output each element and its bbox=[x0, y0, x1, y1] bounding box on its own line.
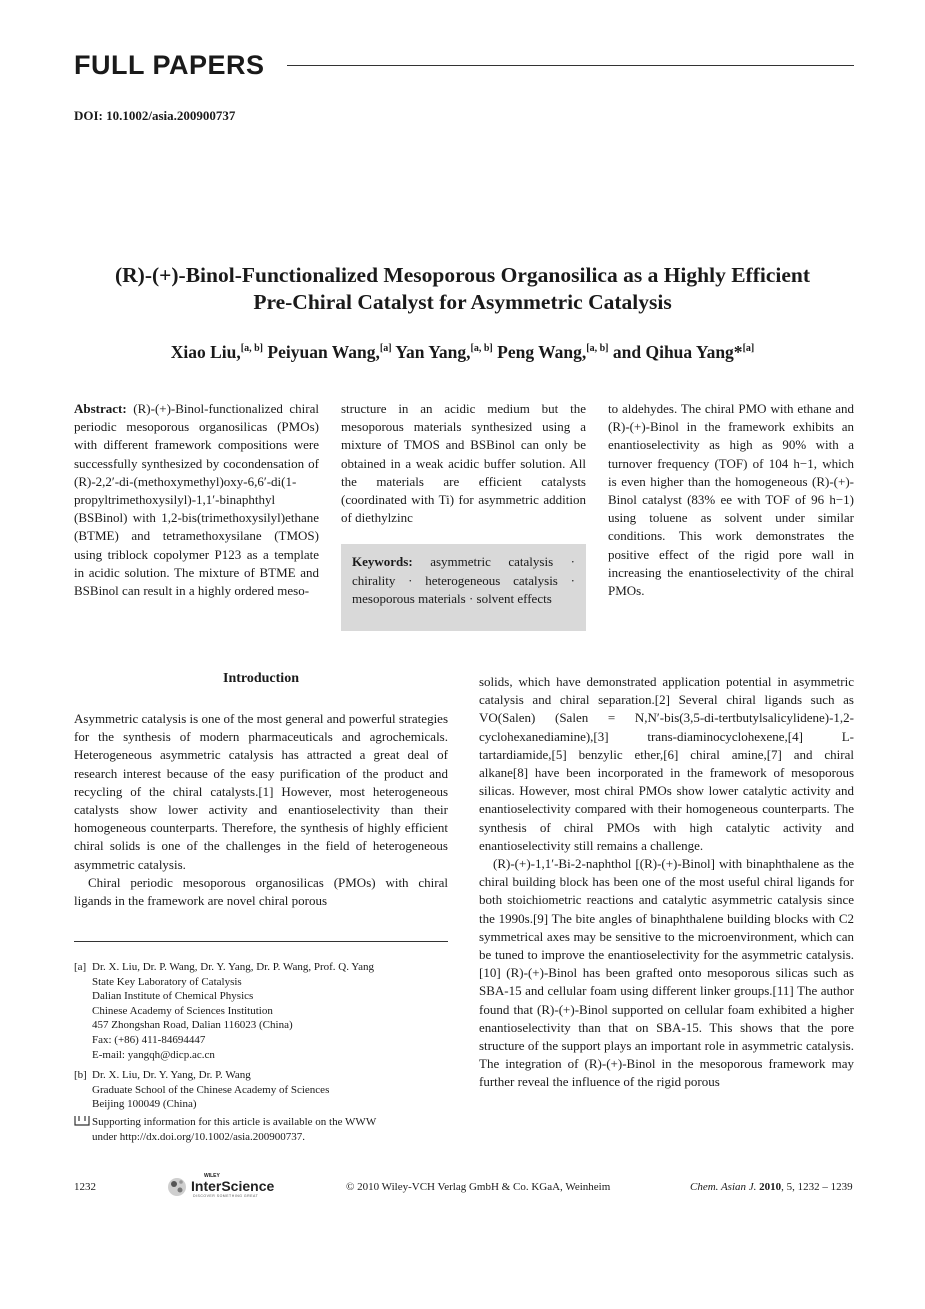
footnote-line: Beijing 100049 (China) bbox=[92, 1098, 197, 1111]
abstract-text: to aldehydes. The chiral PMO with ethane and (R)-(+)-Binol in the framework exhibits an enantioselectivity as high as 90% with a turnover frequency (TOF) of 104 h−1, which is even higher than the homogeneous (R)-(+)-Binol catalyst (83% ee with TOF of 96 h−1) using toluene as solvent under similar conditions. This work demonstrates the positive effect of the rigid pore wall in increasing the enantioselectivity of the chiral PMOs. bbox=[608, 401, 854, 599]
body-paragraph: solids, which have demonstrated application potential in asymmetric catalysis and chiral separation.[2] Several chiral ligands such as VO(Salen) (Salen = N,N′-bis(3,5-di-tertbutylsalicylidene)-1,2-cyclohexanediamine),[3] trans-diaminocyclohexene,[4] L-tartardiamide,[5] benzylic ether,[6] chiral amine,[7] and chiral alkane[8] have been incorporated in the framework of mesoporous silicas. However, most chiral PMOs show lower catalytic activity and enantioselectivity compared with their homogeneous counterparts. The synthesis of chiral PMOs with high catalytic activity and enantioselectivity still remains a challenge. bbox=[479, 674, 854, 853]
journal-year: 2010 bbox=[759, 1181, 782, 1193]
footnote-line: 457 Zhongshan Road, Dalian 116023 (China) bbox=[92, 1019, 293, 1032]
footnote-line: Fax: (+86) 411-84694447 bbox=[92, 1033, 206, 1046]
title-line-1: (R)-(+)-Binol-Functionalized Mesoporous Organosilica as a Highly Efficient bbox=[114, 263, 811, 287]
keywords-box bbox=[341, 544, 586, 631]
footnote-line: Dr. X. Liu, Dr. P. Wang, Dr. Y. Yang, Dr. P. Wang, Prof. Q. Yang bbox=[92, 961, 375, 973]
doi: DOI: 10.1002/asia.200900737 bbox=[74, 108, 236, 123]
copyright: © 2010 Wiley-VCH Verlag GmbH & Co. KGaA, Weinheim bbox=[346, 1181, 611, 1193]
footnote-supporting-info bbox=[74, 1115, 448, 1144]
keywords-label: Keywords: bbox=[352, 554, 413, 569]
footnote-line: Supporting information for this article is available on the WWW bbox=[92, 1116, 377, 1128]
abstract-text: structure in an acidic medium but the mesoporous materials synthesized using a mixture of TMOS and BSBinol can only be obtained in a weak acidic buffer solution. All the materials are efficient catalysts (coordinated with Ti) for asymmetric addition of diethylzinc bbox=[341, 401, 586, 526]
footnote-affiliation-b bbox=[74, 1068, 448, 1112]
author-affiliation: [a, b] bbox=[240, 343, 264, 355]
footnote-email[interactable]: E-mail: yangqh@dicp.ac.cn bbox=[92, 1048, 215, 1061]
body-column-right bbox=[479, 673, 854, 1092]
title-line-2: Pre-Chiral Catalyst for Asymmetric Catalysis bbox=[253, 290, 672, 314]
abstract-column-2 bbox=[341, 400, 586, 527]
logo-interscience: InterScience bbox=[191, 1178, 275, 1194]
journal-citation bbox=[690, 1181, 853, 1193]
footnote-rule bbox=[74, 941, 448, 942]
logo-tagline: DISCOVER SOMETHING GREAT bbox=[193, 1194, 259, 1198]
footnote-line: State Key Laboratory of Catalysis bbox=[92, 975, 242, 988]
header-rule bbox=[287, 65, 854, 66]
author-affiliation: [a] bbox=[379, 343, 392, 355]
abstract-label: Abstract: bbox=[74, 401, 127, 416]
abstract-column-3 bbox=[608, 400, 854, 600]
footnote-line: Graduate School of the Chinese Academy of Sciences bbox=[92, 1083, 330, 1096]
author-name: Peng Wang, bbox=[497, 342, 587, 362]
body-paragraph: (R)-(+)-1,1′-Bi-2-naphthol [(R)-(+)-Binol] with binaphthalene as the chiral building block has been one of the most useful chiral ligands for both stoichiometric reactions and catalytic asymmetric catalysis since the 1990s.[9] The bite angles of binaphthalene building blocks with C2 symmetrical axes may be sensitive to the microenvironment, which can be tuned to improve the enantioselectivity for the asymmetric catalysis.[10] (R)-(+)-Binol has been grafted onto mesoporous silicas such as SBA-15 and cellular foam using different linker groups.[11] The author found that (R)-(+)-Binol supported on cellular foam exhibited a higher enantioselectivity than that on SBA-15. This shows that the pore structure of the support plays an important role in asymmetric catalysis. The integration of (R)-(+)-Binol in the mesoporous framework may further reveal the influence of the rigid porous bbox=[479, 856, 854, 1090]
footnote-tag: [b] bbox=[74, 1069, 87, 1081]
author-name: Peiyuan Wang, bbox=[267, 342, 380, 362]
author-name: Xiao Liu, bbox=[170, 342, 241, 362]
section-header: FULL PAPERS bbox=[74, 50, 265, 80]
footnote-link[interactable]: under http://dx.doi.org/10.1002/asia.200900737. bbox=[92, 1130, 306, 1143]
author-name: Yan Yang, bbox=[395, 342, 471, 362]
supporting-info-icon bbox=[74, 1115, 90, 1132]
footnote-line: Chinese Academy of Sciences Institution bbox=[92, 1004, 273, 1017]
abstract-text: (R)-(+)-Binol-functionalized chiral periodic mesoporous organosilicas (PMOs) with different framework compositions were successfully synthesized by cocondensation of (R)-2,2′-di-(methoxymethyl)oxy-6,6′-di(1-propyltrimethoxysilyl)-1,1′-binaphthyl (BSBinol) with 1,2-bis(trimethoxysilyl)ethane (BTME) and tetramethoxysilane (TMOS) using triblock copolymer P123 as a template in acidic solution. The mixture of BTME and BSBinol can result in a highly ordered meso- bbox=[74, 401, 319, 599]
interscience-logo bbox=[164, 1172, 294, 1200]
author-list bbox=[70, 342, 855, 363]
body-column-left bbox=[74, 710, 448, 910]
footnote-line: Dr. X. Liu, Dr. Y. Yang, Dr. P. Wang bbox=[92, 1069, 251, 1081]
author-name: and Qihua Yang* bbox=[612, 342, 743, 362]
author-affiliation: [a] bbox=[742, 343, 755, 355]
article-title bbox=[70, 262, 855, 316]
footnote-tag: [a] bbox=[74, 961, 87, 973]
author-affiliation: [a, b] bbox=[586, 343, 609, 355]
page-number: 1232 bbox=[74, 1181, 96, 1193]
logo-wiley: WILEY bbox=[204, 1173, 220, 1179]
introduction-heading: Introduction bbox=[223, 671, 299, 686]
abstract-column-1 bbox=[74, 400, 319, 600]
footnote-affiliation-a bbox=[74, 960, 448, 1062]
journal-volume-pages: , 5, 1232 – 1239 bbox=[781, 1181, 853, 1193]
body-paragraph: Asymmetric catalysis is one of the most general and powerful strategies for the synthesis of modern pharmaceuticals and agrochemicals. Heterogeneous asymmetric catalysis has attracted a great deal of research interest because of the easy purification of the product and recycling of the chiral catalysts.[1] However, most heterogeneous catalysts show lower activity and enantioselectivity than their homogeneous counterparts. Therefore, the synthesis of highly efficient chiral solids is one of the challenges in the field of heterogeneous asymmetric catalysis. bbox=[74, 711, 449, 872]
author-affiliation: [a, b] bbox=[470, 343, 493, 355]
journal-name: Chem. Asian J. bbox=[690, 1181, 757, 1193]
keywords-text: asymmetric catalysis · chirality · heterogeneous catalysis · mesoporous materials · solvent effects bbox=[352, 554, 575, 606]
footnote-line: Dalian Institute of Chemical Physics bbox=[92, 990, 254, 1003]
body-paragraph: Chiral periodic mesoporous organosilicas (PMOs) with chiral ligands in the framework are novel chiral porous bbox=[74, 874, 448, 909]
